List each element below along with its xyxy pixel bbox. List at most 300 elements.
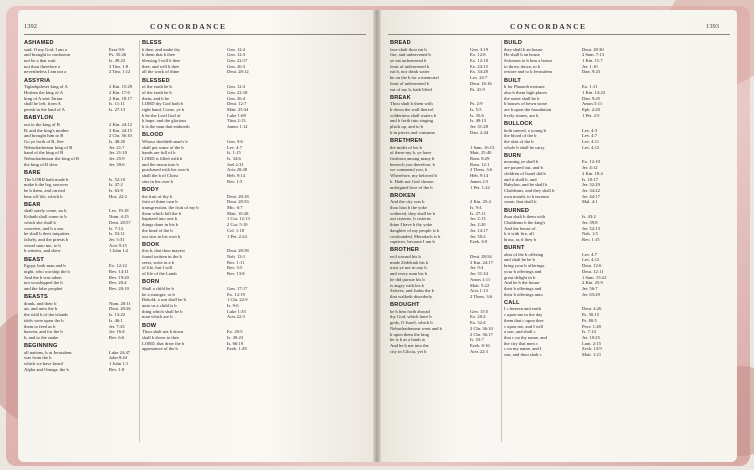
- entry-reference: 2 Kin. 25:9: [582, 280, 603, 286]
- entry-phrase: of life, but I will: [142, 265, 173, 271]
- entry-reference: Ex. 12:19: [227, 291, 245, 297]
- entry-headword: BOW: [142, 322, 157, 329]
- entry-phrase: shall be left, from A: [24, 101, 61, 107]
- entry-phrase: lively stones, are b: [504, 112, 539, 118]
- entry-reference: Lam. 2:15: [582, 340, 601, 346]
- entry-reference: 1 Pet. 1:22: [470, 184, 490, 190]
- entry-headword: BLESS: [142, 40, 162, 46]
- entry-reference: Ex. 12:12: [109, 263, 127, 269]
- entry-phrase: be on the b for a memorial: [390, 75, 439, 81]
- entry-phrase: of these my b, ye have: [390, 150, 432, 156]
- entry-reference: Deut. 28:53: [227, 199, 249, 205]
- entry-headword: BEGINNING: [24, 343, 58, 350]
- entry-reference: Ex. 32:4: [470, 320, 486, 326]
- entry-phrase: Nebuchadrezzar king of B: [24, 144, 73, 150]
- entry-reference: 1 John 1:2: [109, 248, 129, 254]
- entry-phrase: found written in the b: [142, 254, 182, 260]
- entry-reference: Jer. 21:7: [109, 144, 125, 150]
- entry-reference: Mic. 6:7: [227, 205, 243, 211]
- entry-reference: Ps. 35:26: [109, 52, 127, 58]
- entry-phrase: b in pieces and consume: [390, 129, 435, 135]
- entry-reference: Gen. 26:3: [227, 63, 246, 69]
- entry-phrase: night, who worship the b: [24, 268, 70, 274]
- entry-reference: Jer. 52:13: [582, 225, 600, 231]
- concordance-entry: [24, 294, 139, 341]
- entry-phrase: Alpha and Omega, the b: [24, 366, 69, 372]
- entry-phrase: morning ye shall b: [504, 159, 539, 165]
- entry-phrase: beseech you therefore, b: [390, 161, 435, 167]
- entry-phrase: firstborn among many b: [390, 156, 435, 162]
- entry-reference: Is. 63:9: [109, 187, 123, 193]
- book-gutter: [373, 10, 381, 462]
- entry-line: [24, 194, 139, 200]
- entry-phrase: the skin of the b: [504, 138, 534, 144]
- concordance-entry: [24, 40, 139, 75]
- entry-phrase: And the house of: [504, 225, 536, 231]
- entry-reference: Deut. 4:26: [582, 306, 602, 312]
- entry-phrase: purchased with his own b: [142, 167, 189, 173]
- entry-headword: BLOOD: [142, 132, 164, 139]
- entry-phrase: wilderness shall waters b: [390, 112, 437, 118]
- entry-phrase: them which kill the b: [142, 210, 182, 216]
- entry-reference: Ezek. 8:16: [470, 343, 490, 348]
- entry-reference: Jer. 2:20: [470, 222, 486, 228]
- left-page-title: CONCORDANCE: [150, 22, 227, 31]
- entry-reference: Amos 5:11: [582, 101, 603, 107]
- entry-reference: 1 Sam. 16:13: [470, 144, 495, 150]
- concordance-entry: [390, 138, 500, 190]
- entry-phrase: shall the b of Christ: [142, 173, 179, 179]
- entry-phrase: b it with fire, all: [504, 231, 534, 237]
- entry-line: [142, 314, 257, 320]
- entry-phrase: the blood of the b: [504, 133, 537, 139]
- entry-reference: Heb. 9:14: [470, 173, 489, 179]
- entry-phrase: B, and the king's mother: [24, 127, 69, 133]
- concordance-entry: [142, 323, 257, 352]
- entry-reference: Is. 53:11: [109, 231, 125, 237]
- entry-phrase: king of A sent Tartan: [24, 95, 63, 101]
- entry-phrase: b down the wall thereof: [390, 107, 434, 113]
- entry-reference: Jer. 10:25: [582, 334, 600, 340]
- entry-reference: Deut. 28:18: [227, 193, 249, 199]
- entry-reference: Deut. 12:11: [582, 268, 604, 274]
- entry-headword: BODY: [142, 187, 159, 194]
- right-column-2: [504, 40, 612, 360]
- entry-headword: CALL: [504, 299, 520, 306]
- entry-line: [24, 286, 139, 292]
- entry-phrase: Nebuchadnezzar went and b: [390, 325, 442, 331]
- entry-reference: Acts 20:28: [227, 167, 248, 173]
- entry-reference: Hos. 22:2: [109, 193, 127, 199]
- entry-phrase: brass, as if they b: [504, 236, 537, 242]
- entry-reference: Deut. 12:7: [227, 101, 247, 107]
- entry-reference: Rom. 8:29: [470, 156, 490, 162]
- entry-phrase: drank, and their b: [24, 300, 57, 306]
- entry-reference: Rev. 6:6: [109, 334, 125, 340]
- entry-reference: Ps. 50:15: [582, 312, 600, 318]
- entry-phrase: eat b, nor drink water: [390, 69, 430, 75]
- entry-reference: 2 Sam. 7:13: [582, 52, 605, 58]
- entry-reference: Matt. 25:40: [470, 150, 492, 156]
- concordance-entry: [504, 40, 612, 75]
- entry-phrase: eat of my b, hath lifted: [390, 86, 432, 92]
- entry-reference: Dan. 2:44: [470, 129, 489, 135]
- concordance-entry: [24, 115, 139, 167]
- entry-phrase: a son, and shall c: [504, 329, 536, 335]
- entry-phrase: be a stranger, or b: [142, 291, 175, 297]
- concordance-entry: [504, 245, 612, 297]
- entry-phrase: b them that b thee: [142, 52, 175, 58]
- entry-reference: Ps. 41:9: [470, 86, 485, 92]
- entry-line: [24, 69, 139, 75]
- entry-phrase: c upon me, and I will: [504, 323, 544, 329]
- entry-reference: Jer. 9:4: [470, 265, 484, 271]
- entry-line: [142, 69, 257, 75]
- entry-phrase: the fruit of thy b: [142, 193, 173, 199]
- entry-phrase: whole b shall he carry: [504, 144, 545, 150]
- right-page-number: 1393: [706, 23, 719, 30]
- entry-phrase: b for Pharaoh treasure: [504, 84, 545, 90]
- entry-reference: Lev. 4:12: [582, 257, 600, 263]
- entry-headword: ASHAMED: [24, 40, 54, 46]
- entry-headword: BLESSED: [142, 77, 170, 84]
- entry-phrase: The LORD hath made b: [24, 176, 69, 182]
- entry-headword: BURN: [504, 152, 521, 159]
- entry-phrase: both unwed, a young b: [504, 127, 546, 133]
- entry-reference: Matt. 25:34: [227, 107, 249, 113]
- entry-phrase: all the work of thine: [142, 69, 180, 75]
- entry-phrase: transgression, the fruit of my b: [142, 205, 199, 211]
- entry-reference: Ex. 23:15: [470, 63, 488, 69]
- entry-reference: 2 Tim. 1:12: [109, 69, 131, 75]
- entry-phrase: evil toward his b: [390, 254, 421, 260]
- entry-reference: Rev. 1:11: [227, 259, 245, 265]
- entry-phrase: b witness, and shew: [24, 248, 61, 254]
- entry-phrase: and every man his b: [390, 271, 427, 277]
- entry-line: [24, 367, 139, 373]
- concordance-entry: [142, 242, 257, 277]
- entry-phrase: feast of unleavened b: [390, 80, 430, 86]
- entry-reference: Jer. 5:31: [109, 236, 125, 242]
- entry-reference: Jer. 63:29: [582, 291, 600, 297]
- entry-reference: 1 Pet. 2:5: [582, 112, 600, 118]
- concordance-entry: [142, 187, 257, 239]
- entry-reference: Amos 1:11: [470, 276, 491, 282]
- entry-reference: Mal. 4:1: [582, 199, 598, 205]
- entry-phrase: is angry with his b: [390, 282, 424, 288]
- entry-reference: Jer. 16:4: [109, 329, 125, 335]
- entry-reference: Is. 7:14: [582, 329, 596, 335]
- entry-phrase: we commend you, b: [390, 167, 428, 173]
- entry-reference: Jer. 7:33: [109, 323, 125, 329]
- entry-reference: Gen. 12:3: [227, 84, 246, 90]
- entry-phrase: Behold, a son shall be b: [142, 297, 186, 303]
- entry-phrase: Wherefore, my beloved b: [390, 173, 437, 179]
- entry-headword: BROKEN: [390, 192, 416, 199]
- entry-reference: Ex. 1:11: [582, 84, 598, 90]
- entry-reference: 2 Kin. 24:12: [109, 121, 133, 127]
- entry-phrase: seest, write in a b: [142, 259, 175, 265]
- entry-reference: Is. 27:13: [109, 107, 126, 113]
- entry-phrase: said, O my God, I am a: [24, 46, 67, 52]
- entry-phrase: them, and b be: [142, 95, 170, 101]
- entry-phrase: ye eat unleavened b: [390, 58, 427, 63]
- entry-line: [24, 162, 139, 168]
- entry-reference: Neh. 13:1: [227, 254, 246, 260]
- entry-phrase: And he b me into the: [390, 343, 429, 348]
- entry-reference: Ezek. 6:9: [470, 239, 488, 245]
- entry-phrase: c on my name, and I: [504, 346, 542, 352]
- entry-reference: 1 Kin. 11:7: [582, 58, 603, 63]
- entry-phrase: the street shall be b: [504, 95, 540, 101]
- entry-reference: 2 Kin. 24:17: [470, 259, 494, 265]
- entry-headword: BOOK: [142, 241, 160, 248]
- entry-phrase: LORD thy God hath b: [142, 101, 184, 107]
- entry-reference: 2 Kin. 18:17: [109, 95, 133, 101]
- entry-phrase: son, and thou shalt c: [504, 352, 542, 358]
- concordance-entry: [142, 279, 257, 320]
- entry-phrase: daughter of my people is b: [390, 227, 440, 233]
- entry-headword: BARE: [24, 169, 41, 176]
- entry-line: [142, 346, 257, 352]
- right-column-1: [390, 40, 500, 357]
- entry-phrase: thing which shall be b: [142, 308, 183, 314]
- entry-phrase: appearance of the b: [142, 346, 178, 352]
- entry-reference: Ezek. 1:28: [227, 346, 247, 352]
- entry-phrase: man which are b: [142, 314, 173, 320]
- concordance-entry: [142, 78, 257, 130]
- entry-phrase: LORD is filled with b: [142, 156, 183, 162]
- entry-line: [390, 349, 500, 355]
- entry-phrase: Babylon, and he shall b: [504, 182, 548, 188]
- entry-phrase: out cisterns, b cisterns: [390, 216, 431, 222]
- entry-phrase: was from the b: [24, 355, 52, 361]
- entry-reference: Rev. 13:8: [227, 271, 245, 277]
- entry-phrase: Hoshea the king of A: [24, 89, 64, 95]
- entry-reference: Gen. 9:6: [227, 138, 243, 144]
- entry-phrase: c upon me in the day: [504, 312, 543, 318]
- entry-reference: Is. 46:1: [109, 317, 123, 323]
- entry-reference: 2 Kin. 17:6: [109, 89, 130, 95]
- entry-phrase: are b upon the foundation: [504, 107, 552, 113]
- entry-reference: Is. 10:17: [582, 176, 599, 182]
- entry-headword: ASSYRIA: [24, 77, 51, 84]
- entry-reference: Matt. 5:22: [470, 282, 490, 288]
- entry-headword: BUILT: [504, 77, 522, 84]
- entry-reference: Ps. 2:9: [470, 101, 483, 107]
- entry-reference: 1 Sam. 15:22: [582, 274, 607, 280]
- entry-phrase: b upon them the king: [390, 331, 430, 337]
- entry-phrase: them to feed as b: [24, 323, 56, 329]
- entry-reference: Is. 9:6: [227, 303, 239, 309]
- entry-reference: Rev. 1:15: [582, 236, 600, 242]
- entry-phrase: altar of the b offering: [504, 251, 544, 257]
- entry-reference: Jer. 39:8: [582, 219, 598, 225]
- entry-phrase: b thee, and make thy: [142, 46, 181, 52]
- concordance-entry: [504, 121, 612, 150]
- entry-phrase: all nations, b at Jerusalem: [24, 349, 72, 355]
- entry-phrase: shall b down to thee: [142, 334, 179, 340]
- entry-reference: Is. 49:23: [109, 58, 126, 63]
- entry-reference: Is. 47:2: [109, 182, 123, 188]
- entry-reference: Is. 13:22: [109, 312, 126, 318]
- entry-line: [24, 107, 139, 113]
- entry-line: [390, 294, 500, 300]
- entry-phrase: the head of the b: [142, 227, 173, 233]
- entry-reference: Jer. 1:10: [582, 63, 598, 69]
- entry-reference: Lev. 4:7: [227, 144, 243, 150]
- entry-headword: BURNED: [504, 207, 530, 214]
- entry-headword: BUILD: [504, 40, 523, 46]
- entry-phrase: Chaldeans b the king's: [504, 219, 546, 225]
- entry-phrase: the city that men c: [504, 340, 538, 346]
- concordance-entry: [504, 300, 612, 358]
- entry-reference: Luke 24:47: [109, 349, 131, 355]
- entry-reference: Col. 1:18: [227, 227, 245, 233]
- entry-phrase: air, and unto the b: [24, 306, 58, 312]
- entry-reference: Gen. 12:2: [227, 46, 246, 52]
- entry-phrase: they shall b an house: [504, 46, 543, 52]
- entry-phrase: Thou shalt b them with: [390, 101, 433, 107]
- entry-reference: Lev. 4:7: [582, 133, 598, 139]
- entry-phrase: bring your b offerings: [504, 263, 545, 269]
- entry-reference: Acts 22:3: [227, 314, 245, 320]
- entry-reference: Is. 11:11: [109, 101, 125, 107]
- entry-phrase: perish in the land of A: [24, 107, 65, 113]
- entry-phrase: idols were upon the b: [24, 317, 64, 323]
- entry-phrase: pluck up, and to b: [390, 124, 424, 130]
- entry-reference: Deut. 12:6: [582, 263, 602, 269]
- concordance-entry: [142, 40, 257, 75]
- entry-phrase: their b offerings unto: [504, 291, 543, 297]
- entry-phrase: city in Cilicia, yet b: [390, 348, 427, 354]
- entry-reference: 2 Kin. 15:29: [109, 84, 133, 90]
- entry-line: [24, 248, 139, 254]
- entry-line: [142, 234, 257, 240]
- entry-reference: Jer. 21:10: [109, 150, 127, 156]
- entry-reference: Is. 27:11: [470, 210, 486, 216]
- entry-phrase: Egypt, both man and b: [24, 263, 66, 269]
- entry-phrase: feast of unleavened b: [390, 63, 430, 69]
- entry-phrase: thy God, which have b: [390, 314, 432, 320]
- entry-line: [504, 292, 612, 298]
- entry-reference: Deut. 28:57: [109, 219, 131, 225]
- entry-phrase: thee, and will b thee: [142, 63, 180, 69]
- entry-reference: Ex. 20:2: [470, 314, 486, 320]
- entry-phrase: which we have heard: [24, 361, 63, 367]
- concordance-entry: [24, 202, 139, 254]
- entry-reference: Jer. 14:17: [470, 227, 488, 233]
- entry-reference: Ex. 20:5: [227, 329, 243, 335]
- entry-phrase: gods, O Israel, which b: [390, 320, 433, 326]
- column-divider: [501, 40, 502, 442]
- entry-line: [504, 113, 612, 119]
- entry-reference: Is. 53:7: [470, 337, 484, 343]
- entry-phrase: things done in his b: [142, 222, 178, 228]
- entry-reference: Deut. 28:58: [227, 248, 249, 254]
- entry-reference: Jer. 44:17: [582, 193, 600, 199]
- entry-reference: 1 Pet. 2:24: [227, 233, 247, 239]
- entry-phrase: hand of the king of B: [24, 150, 64, 156]
- entry-reference: Ps. 80:5: [582, 317, 597, 323]
- entry-phrase: Chaldeans, and they shall b: [504, 187, 555, 193]
- right-page-title: CONCORDANCE: [510, 22, 587, 31]
- entry-phrase: them that c upon thee: [504, 317, 544, 323]
- entry-phrase: Zelotes, and Judas the b: [390, 288, 435, 294]
- entry-reference: Deut. 28:54: [470, 254, 492, 260]
- entry-phrase: And he b the house: [504, 280, 540, 286]
- entry-line: [390, 130, 500, 136]
- entry-phrase: Shall a child be b: [142, 285, 174, 291]
- entry-phrase: fruit of thine own b: [142, 199, 178, 205]
- concordance-entry: [24, 343, 139, 372]
- entry-reference: Is. 5:5: [470, 107, 482, 113]
- entry-reference: 2 Thess. 3:6: [470, 293, 493, 299]
- entry-phrase: b be the Lord God of: [142, 112, 181, 118]
- entry-phrase: made Zedekiah his b: [390, 259, 429, 265]
- entry-reference: Luke 1:68: [227, 112, 246, 118]
- entry-phrase: the king of B slew: [24, 161, 58, 167]
- entry-reference: Jer. 4:12: [582, 165, 598, 171]
- concordance-entry: [390, 247, 500, 299]
- entry-phrase: be b them, and carried: [24, 187, 65, 193]
- concordance-entry: [504, 78, 612, 119]
- entry-phrase: thine I have b thy yoke: [390, 222, 433, 228]
- entry-phrase: sins in his own b: [142, 178, 173, 184]
- entry-reference: 2 Thess. 3:6: [470, 167, 493, 173]
- entry-phrase: thou shalt b them with: [504, 214, 546, 220]
- entry-reference: Ex. 12:8: [470, 52, 486, 58]
- entry-reference: Is. 48:20: [109, 138, 126, 144]
- entry-line: [142, 179, 257, 185]
- entry-phrase: b hope, and the glorious: [142, 118, 187, 124]
- entry-phrase: the midst of his b: [390, 144, 422, 150]
- entry-phrase: and it shall b, and: [504, 176, 537, 182]
- entry-reference: Gen. 22:17: [227, 58, 248, 63]
- entry-reference: Rev. 14:11: [109, 268, 129, 274]
- entry-reference: Deut. 28:12: [227, 69, 249, 75]
- entry-reference: 2 Cor. 5:10: [227, 222, 248, 228]
- entry-phrase: not worshipped the b: [24, 280, 63, 286]
- entry-phrase: of the earth be b: [142, 84, 172, 90]
- entry-phrase: vessel unto me, to b: [24, 242, 61, 248]
- entry-phrase: your b offerings and: [504, 268, 542, 274]
- entry-phrase: he b him forth abroad: [390, 308, 430, 314]
- entry-phrase: great delight in b: [504, 274, 536, 280]
- concordance-entry: [142, 132, 257, 184]
- entry-phrase: withered, they shall be b: [390, 210, 436, 216]
- entry-reference: Rev. 1:8: [109, 366, 125, 372]
- entry-phrase: Kohath shall come to b: [24, 214, 67, 220]
- entry-headword: BREAD: [390, 40, 411, 46]
- concordance-entry: [24, 170, 139, 199]
- entry-phrase: children of Israel did b: [504, 170, 546, 176]
- entry-line: [504, 69, 612, 75]
- entry-phrase: conceive, and b a son: [24, 225, 64, 231]
- entry-reference: Gen. 3:19: [470, 46, 489, 52]
- concordance-entry: [24, 257, 139, 292]
- entry-reference: Jer. 50:2: [470, 233, 486, 239]
- entry-reference: Jer. 31:28: [470, 124, 488, 130]
- entry-reference: Nah. 1:5: [582, 231, 598, 237]
- entry-reference: Gen. 12:3: [227, 52, 246, 58]
- entry-line: [504, 352, 612, 358]
- entry-phrase: make b the leg, uncover: [24, 182, 69, 188]
- entry-phrase: heaven, and for the b: [24, 329, 63, 335]
- entry-reference: 2 Tim. 1:8: [109, 63, 129, 69]
- entry-reference: Rev. 20:4: [109, 280, 127, 286]
- entry-reference: Ezra 9:6: [109, 46, 125, 52]
